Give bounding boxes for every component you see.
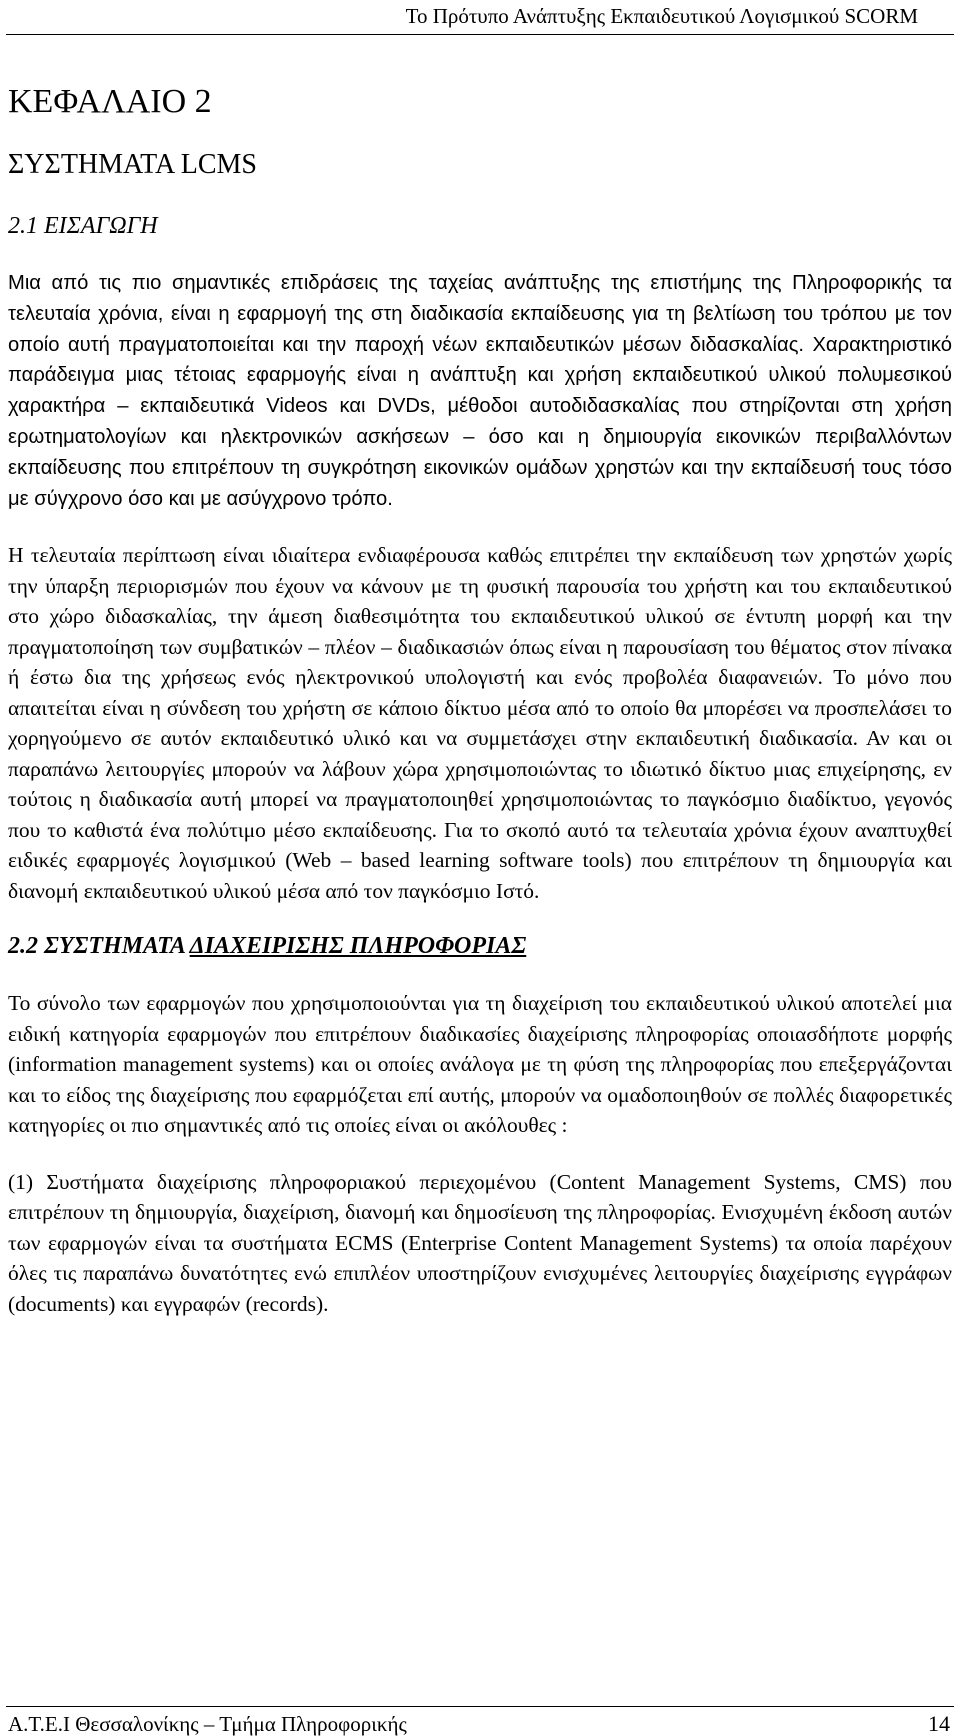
section-2-1-paragraph-2: Η τελευταία περίπτωση είναι ιδιαίτερα ενδιαφέρουσα καθώς επιτρέπει την εκπαίδευση των χρηστών χωρίς την ύπαρξη περιορισμών που έχουν να κάνουν με τη φυσική παρουσία του χρήστη και του εκπαιδευτικού στο χώρο διδασκαλίας, την άμεση διαθεσιμότητα του εκπαιδευτικού υλικού σε έντυπη μορφή και την πραγματοποίηση των συμβατικών – πλέον – διαδικασιών όπως είναι η παρουσίαση του θέματος στον πίνακα ή έστω δια της χρήσεως ενός ηλεκτρονικού υπολογιστή και ενός προβολέα διαφανειών. Το μόνο που απαιτείται είναι η σύνδεση του χρήστη σε κάποιο δίκτυο μέσα από το οποίο θα μπορέσει να προσπελάσει το χορηγούμενο σε αυτόν εκπαιδευτικό υλικό και να συμμετάσχει στην εκπαιδευτική διαδικασία. Αν και οι παραπάνω λειτουργίες μπορούν να λάβουν χώρα χρησιμοποιώντας το ιδιωτικό δίκτυο μιας επιχείρησης, εν τούτοις η διαδικασία αυτή μπορεί να πραγματοποιηθεί χρησιμοποιώντας το παγκόσμιο διαδίκτυο, γεγονός που το καθιστά ένα πολύτιμο μέσο εκπαίδευσης. Για το σκοπό αυτό τα τελευταία χρόνια έχουν αναπτυχθεί ειδικές εφαρμογές λογισμικού (Web – based learning software tools) που επιτρέπουν τη δημιουργία και διανομή εκπαιδευτικού υλικού μέσα από τον παγκόσμιο Ιστό. xyxy=(8,543,952,903)
chapter-title: ΣΥΣΤΗΜΑΤΑ LCMS xyxy=(8,149,257,180)
page-number: 14 xyxy=(928,1711,950,1736)
section-2-2-paragraph-1: Το σύνολο των εφαρμογών που χρησιμοποιούνται για τη διαχείριση του εκπαιδευτικού υλικού αποτελεί μια ειδική κατηγορία εφαρμογών που επιτρέπουν διαδικασίες διαχείρισης πληροφορίας οποιασδήποτε μορφής (information management systems) και οι οποίες ανάλογα με τη φύση της πληροφορίας που επεξεργάζονται και το είδος της διαχείρισης που εφαρμόζεται επί αυτής, μπορούν να ομαδοποιηθούν σε πολλές διαφορετικές κατηγορίες οι πιο σημαντικές από τις οποίες είναι οι ακόλουθες : xyxy=(8,991,952,1138)
section-2-1-paragraph-1: Μια από τις πιο σημαντικές επιδράσεις της ταχείας ανάπτυξης της επιστήμης της Πληροφορικής τα τελευταία χρόνια, είναι η εφαρμογή της στη διαδικασία εκπαίδευσης για τη βελτίωση του τρόπου με τον οποίο αυτή πραγματοποιείται και την παροχή νέων εκπαιδευτικών μέσων διδασκαλίας. Χαρακτηριστικό παράδειγμα μιας τέτοιας εφαρμογής είναι η ανάπτυξη και χρήση εκπαιδευτικού υλικού πολυμεσικού χαρακτήρα – εκπαιδευτικά Videos και DVDs, μέθοδοι αυτοδιδασκαλίας που στηρίζονται στη χρήση ερωτηματολογίων και ηλεκτρονικών ασκήσεων – όσο και η δημιουργία εικονικών περιβαλλόντων εκπαίδευσης που επιτρέπουν τη συγκρότηση εικονικών ομάδων χρηστών και την εκπαίδευσή τους τόσο με σύγχρονο όσο και με ασύγχρονο τρόπο. xyxy=(8,272,952,510)
section-heading-2-2-underlined: ΔΙΑΧΕΙΡΙΣΗΣ ΠΛΗΡΟΦΟΡΙΑΣ xyxy=(189,933,527,960)
footer-rule xyxy=(6,1706,954,1707)
chapter-number: ΚΕΦΑΛΑΙΟ 2 xyxy=(8,83,212,120)
running-header: Το Πρότυπο Ανάπτυξης Εκπαιδευτικού Λογισμικού SCORM xyxy=(405,4,918,28)
section-2-2-paragraph-2: (1) Συστήματα διαχείρισης πληροφοριακού περιεχομένου (Content Management Systems, CMS) που επιτρέπουν τη δημιουργία, διαχείριση, διανομή και δημοσίευση της πληροφορίας. Ενισχυμένη έκδοση αυτών των εφαρμογών είναι τα συστήματα ECMS (Enterprise Content Management Systems) τα οποία παρέχουν όλες τις παραπάνω δυνατότητες ενώ επιπλέον υποστηρίζουν ενισχυμένες λειτουργίες διαχείρισης εγγράφων (documents) και εγγραφών (records). xyxy=(8,1169,952,1316)
section-heading-2-2 xyxy=(8,932,952,960)
section-heading-2-1: 2.1 ΕΙΣΑΓΩΓΗ xyxy=(8,213,158,239)
footer-institution: Α.Τ.Ε.Ι Θεσσαλονίκης – Τμήμα Πληροφορικής xyxy=(8,1712,407,1736)
section-heading-2-2-prefix: 2.2 ΣΥΣΤΗΜΑΤΑ xyxy=(8,933,190,960)
header-rule xyxy=(6,34,954,35)
page-content xyxy=(8,82,952,1345)
